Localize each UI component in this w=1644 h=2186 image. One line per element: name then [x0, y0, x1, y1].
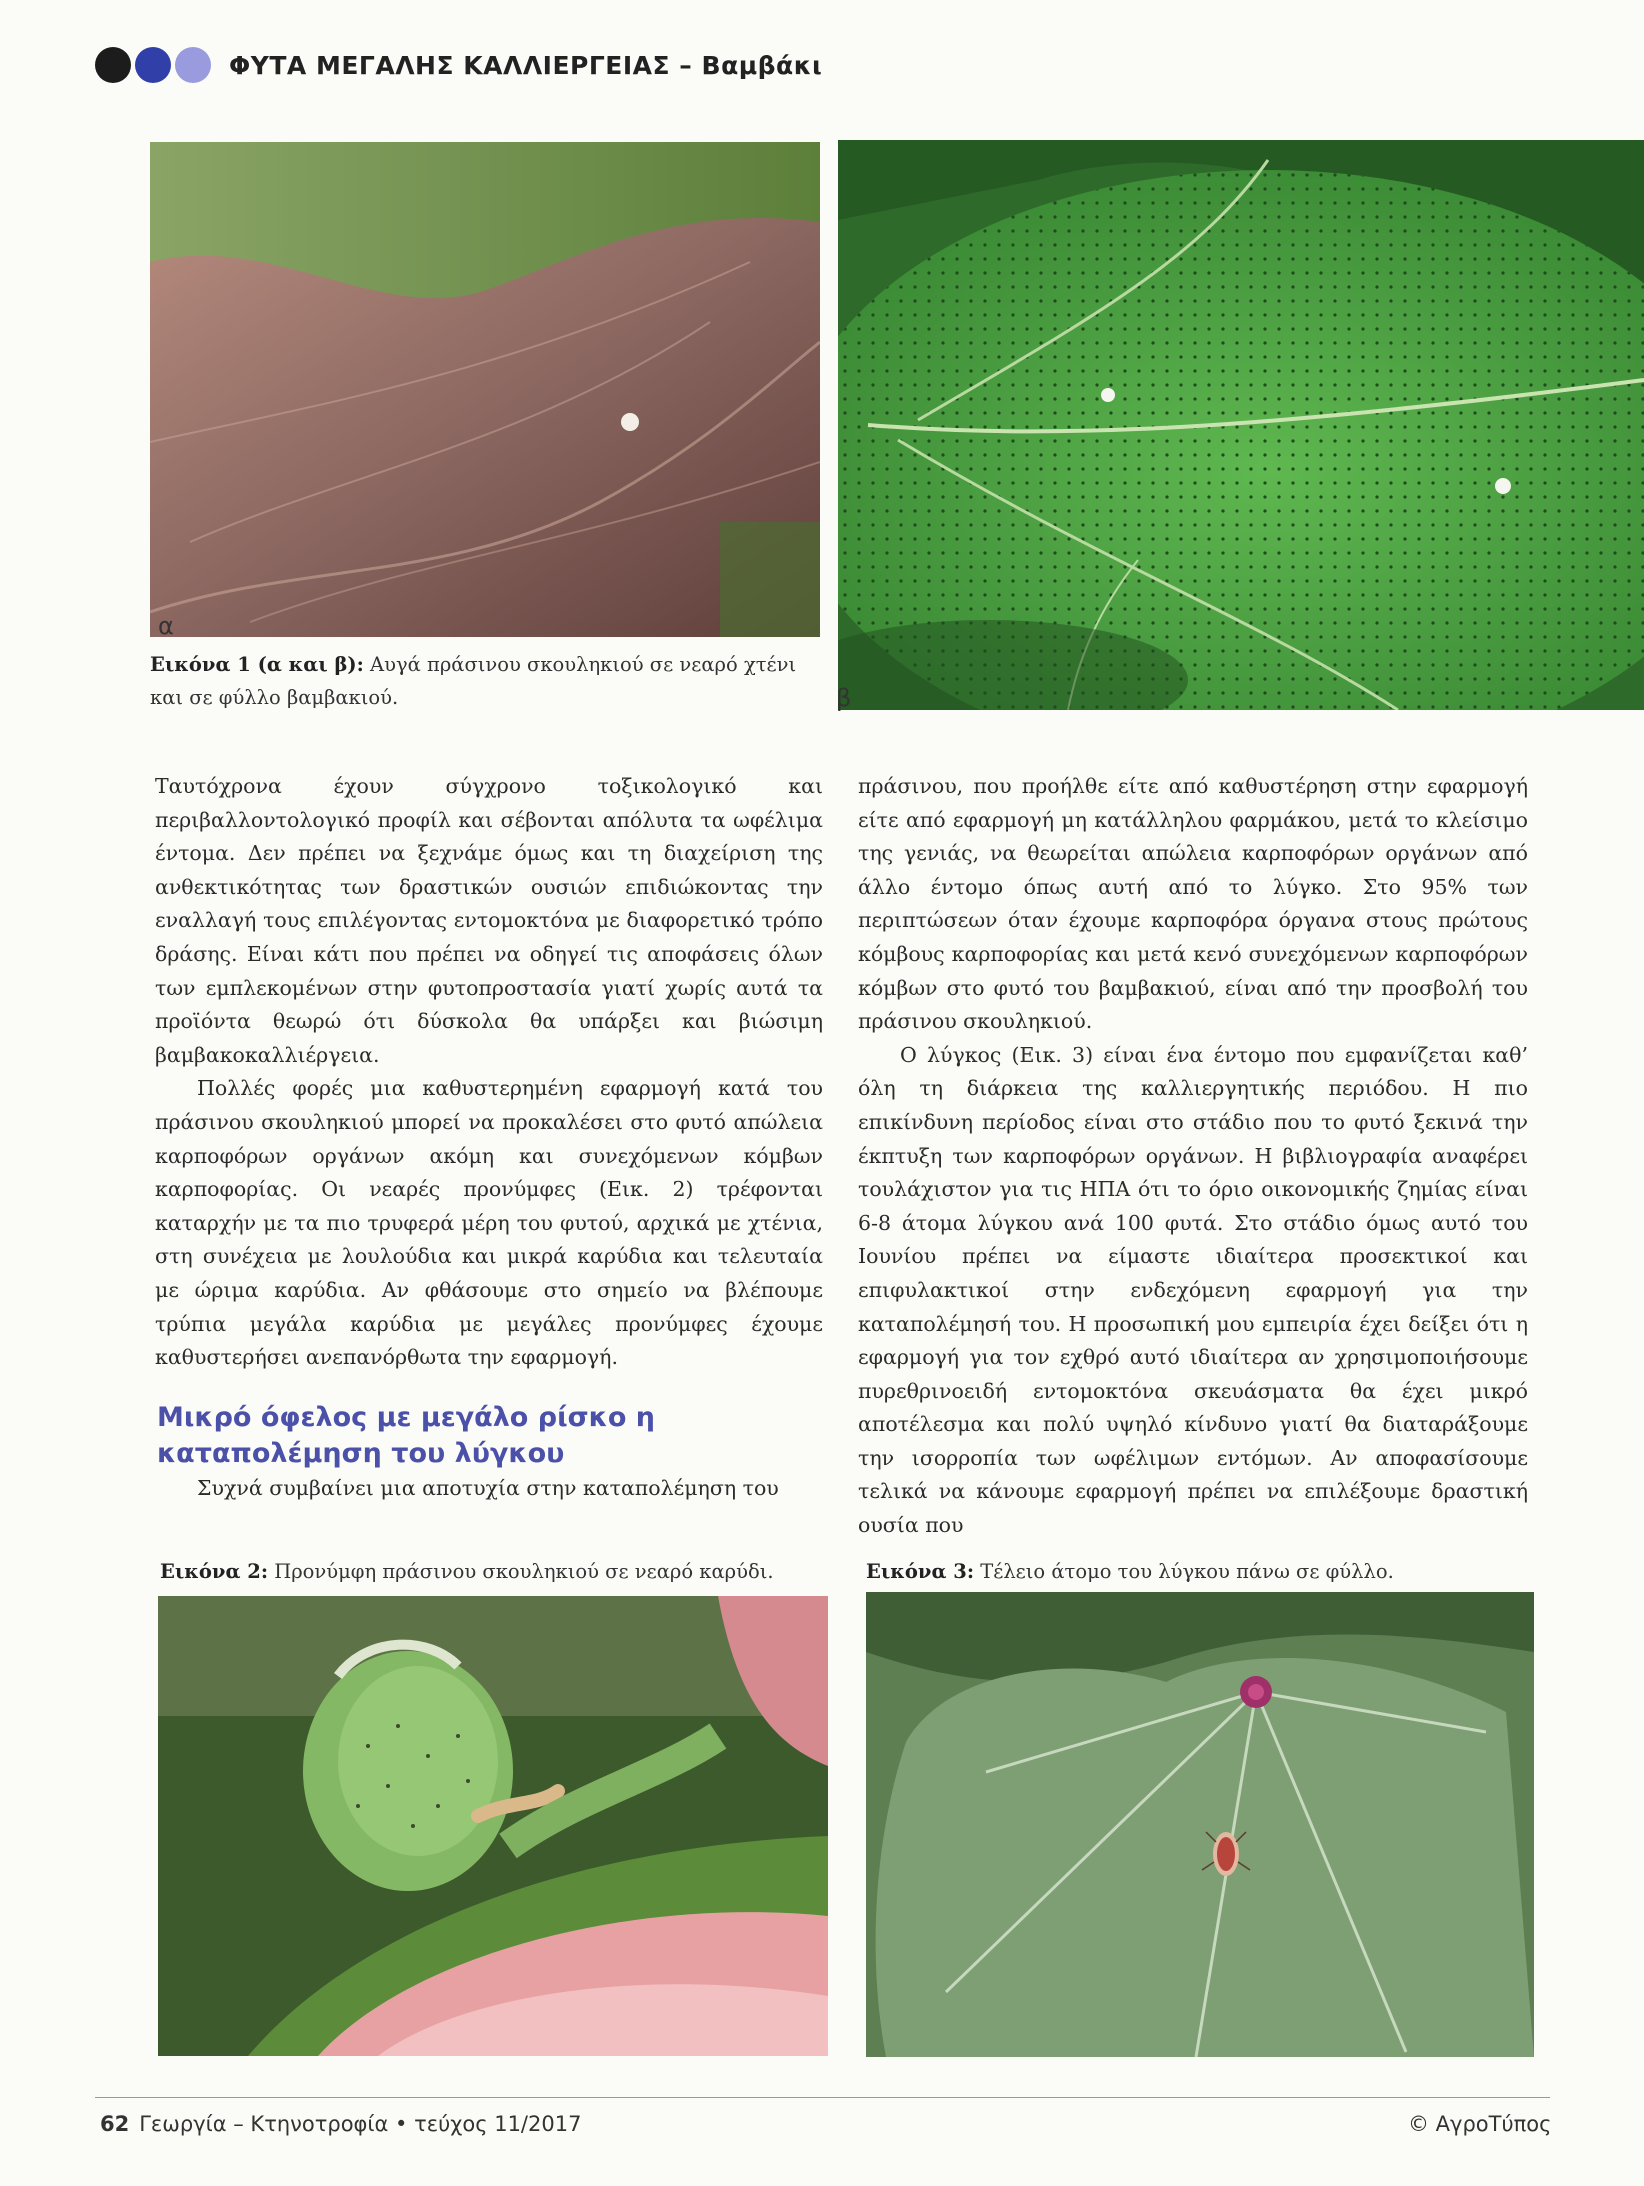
figure-2-photo	[158, 1596, 828, 2056]
footer-left	[100, 2112, 581, 2136]
left-paragraph-2: Πολλές φορές μια καθυστερημένη εφαρμογή κατά του πράσινου σκουληκιού μπορεί να προκαλέσει στο φυτό απώλεια καρποφόρων οργάνων ακόμη και συνεχόμενων κόμβων καρποφορίας. Οι νεαρές προνύμφες (Εικ. 2) τρέφονται καταρχήν με τα πιο τρυφερά μέρη του φυτού, αρχικά με χτένια, στη συνέχεια με λουλούδια και μικρά καρύδια και τελευταία με ώριμα καρύδια. Αν φθάσουμε στο σημείο να βλέπουμε τρύπια μεγάλα καρύδια με μεγάλες προνύμφες έχουμε καθυστερήσει ανεπανόρθωτα την εφαρμογή.	[155, 1076, 823, 1370]
left-column	[155, 770, 823, 1375]
figure-1-caption-label: Εικόνα 1 (α και β):	[150, 653, 364, 676]
right-paragraph-1: πράσινου, που προήλθε είτε από καθυστέρηση στην εφαρμογή είτε από εφαρμογή μη κατάλληλου φαρμάκου, μετά το κλείσιμο της γενιάς, να θεωρείται απώλεια καρποφόρων οργάνων από άλλο έντομο όπως αυτή από το λύγκο. Στο 95% των περιπτώσεων όταν έχουμε καρποφόρα όργανα στους πρώτους κόμβους καρποφορίας και μετά κενό συνεχόμενων καρποφόρων κόμβων στο φυτό του βαμβακιού, είναι από την προσβολή του πράσινου σκουληκιού.	[858, 774, 1528, 1034]
figure-1-caption	[150, 648, 810, 714]
section-title: ΦΥΤΑ ΜΕΓΑΛΗΣ ΚΑΛΛΙΕΡΓΕΙΑΣ – Βαμβάκι	[229, 50, 823, 80]
figure-1a-letter: α	[158, 612, 174, 640]
figure-1-caption-text: Αυγά πράσινου σκουληκιού σε νεαρό χτένι και σε φύλλο βαμβακιού.	[150, 653, 797, 709]
subheading: Μικρό όφελος με μεγάλο ρίσκο η καταπολέμηση του λύγκου	[157, 1402, 655, 1469]
left-paragraph-3: Συχνά συμβαίνει μια αποτυχία στην καταπολέμηση του	[197, 1476, 779, 1500]
right-paragraph-2: Ο λύγκος (Εικ. 3) είναι ένα έντομο που εμφανίζεται καθ’ όλη τη διάρκεια της καλλιεργητικής περιόδου. Η πιο επικίνδυνη περίοδος είναι στο στάδιο που το φυτό ξεκινά την έκπτυξη των καρποφόρων οργάνων. Η βιβλιογραφία αναφέρει τουλάχιστον για τις ΗΠΑ ότι το όριο οικονομικής ζημίας είναι 6-8 άτομα λύγκου ανά 100 φυτά. Στο στάδιο όμως αυτό του Ιουνίου πρέπει να είμαστε ιδιαίτερα προσεκτικοί και επιφυλακτικοί στην ενδεχόμενη εφαρμογή για την καταπολέμησή του. Η προσωπική μου εμπειρία έχει δείξει ότι η εφαρμογή για τον εχθρό αυτό ιδιαίτερα αν χρησιμοποιήσουμε πυρεθρινοειδή εντομοκτόνα σκευάσματα θα έχει μικρό αποτέλεσμα και πολύ υψηλό κίνδυνο γιατί θα διαταράξουμε την ισορροπία των ωφέλιμων εντόμων. Αν αποφασίσουμε τελικά να κάνουμε εφαρμογή πρέπει να επιλέξουμε δραστική ουσία που	[858, 1042, 1528, 1538]
dot-lavender	[175, 47, 211, 83]
figure-3-caption-label: Εικόνα 3:	[866, 1560, 975, 1583]
dot-black	[95, 47, 131, 83]
dot-blue	[135, 47, 171, 83]
footer-rule	[95, 2097, 1550, 2098]
figure-3-caption-text: Τέλειο άτομο του λύγκου πάνω σε φύλλο.	[974, 1560, 1394, 1583]
header-dots	[95, 47, 211, 83]
right-column	[858, 770, 1528, 1543]
figure-1b-letter: β	[836, 684, 852, 712]
figure-3-photo	[866, 1592, 1534, 2057]
page-header	[95, 45, 822, 85]
footer-brand: © ΑγροΤύπος	[1408, 2112, 1552, 2136]
figure-1a-photo	[150, 142, 820, 637]
left-column-continued	[155, 1472, 823, 1506]
left-paragraph-1: Ταυτόχρονα έχουν σύγχρονο τοξικολογικό και περιβαλλοντολογικό προφίλ και σέβονται απόλυτα τα ωφέλιμα έντομα. Δεν πρέπει να ξεχνάμε όμως και τη διαχείριση της ανθεκτικότητας των δραστικών ουσιών επιδιώκοντας την εναλλαγή τους επιλέγοντας εντομοκτόνα με διαφορετικό τρόπο δράσης. Είναι κάτι που πρέπει να οδηγεί τις αποφάσεις όλων των εμπλεκομένων στην φυτοπροστασία γιατί χωρίς αυτά τα προϊόντα θεωρώ ότι δύσκολα θα υπάρξει και βιώσιμη βαμβακοκαλλιέργεια.	[155, 774, 823, 1067]
figure-2-caption-label: Εικόνα 2:	[160, 1560, 269, 1583]
figure-2-caption-text: Προνύμφη πράσινου σκουληκιού σε νεαρό καρύδι.	[268, 1560, 774, 1583]
figure-3-caption	[866, 1555, 1546, 1588]
figure-1b-photo	[838, 140, 1644, 710]
issue-info: Γεωργία – Κτηνοτροφία • τεύχος 11/2017	[139, 2112, 582, 2136]
figure-2-caption	[160, 1555, 840, 1588]
page-number: 62	[100, 2112, 130, 2136]
